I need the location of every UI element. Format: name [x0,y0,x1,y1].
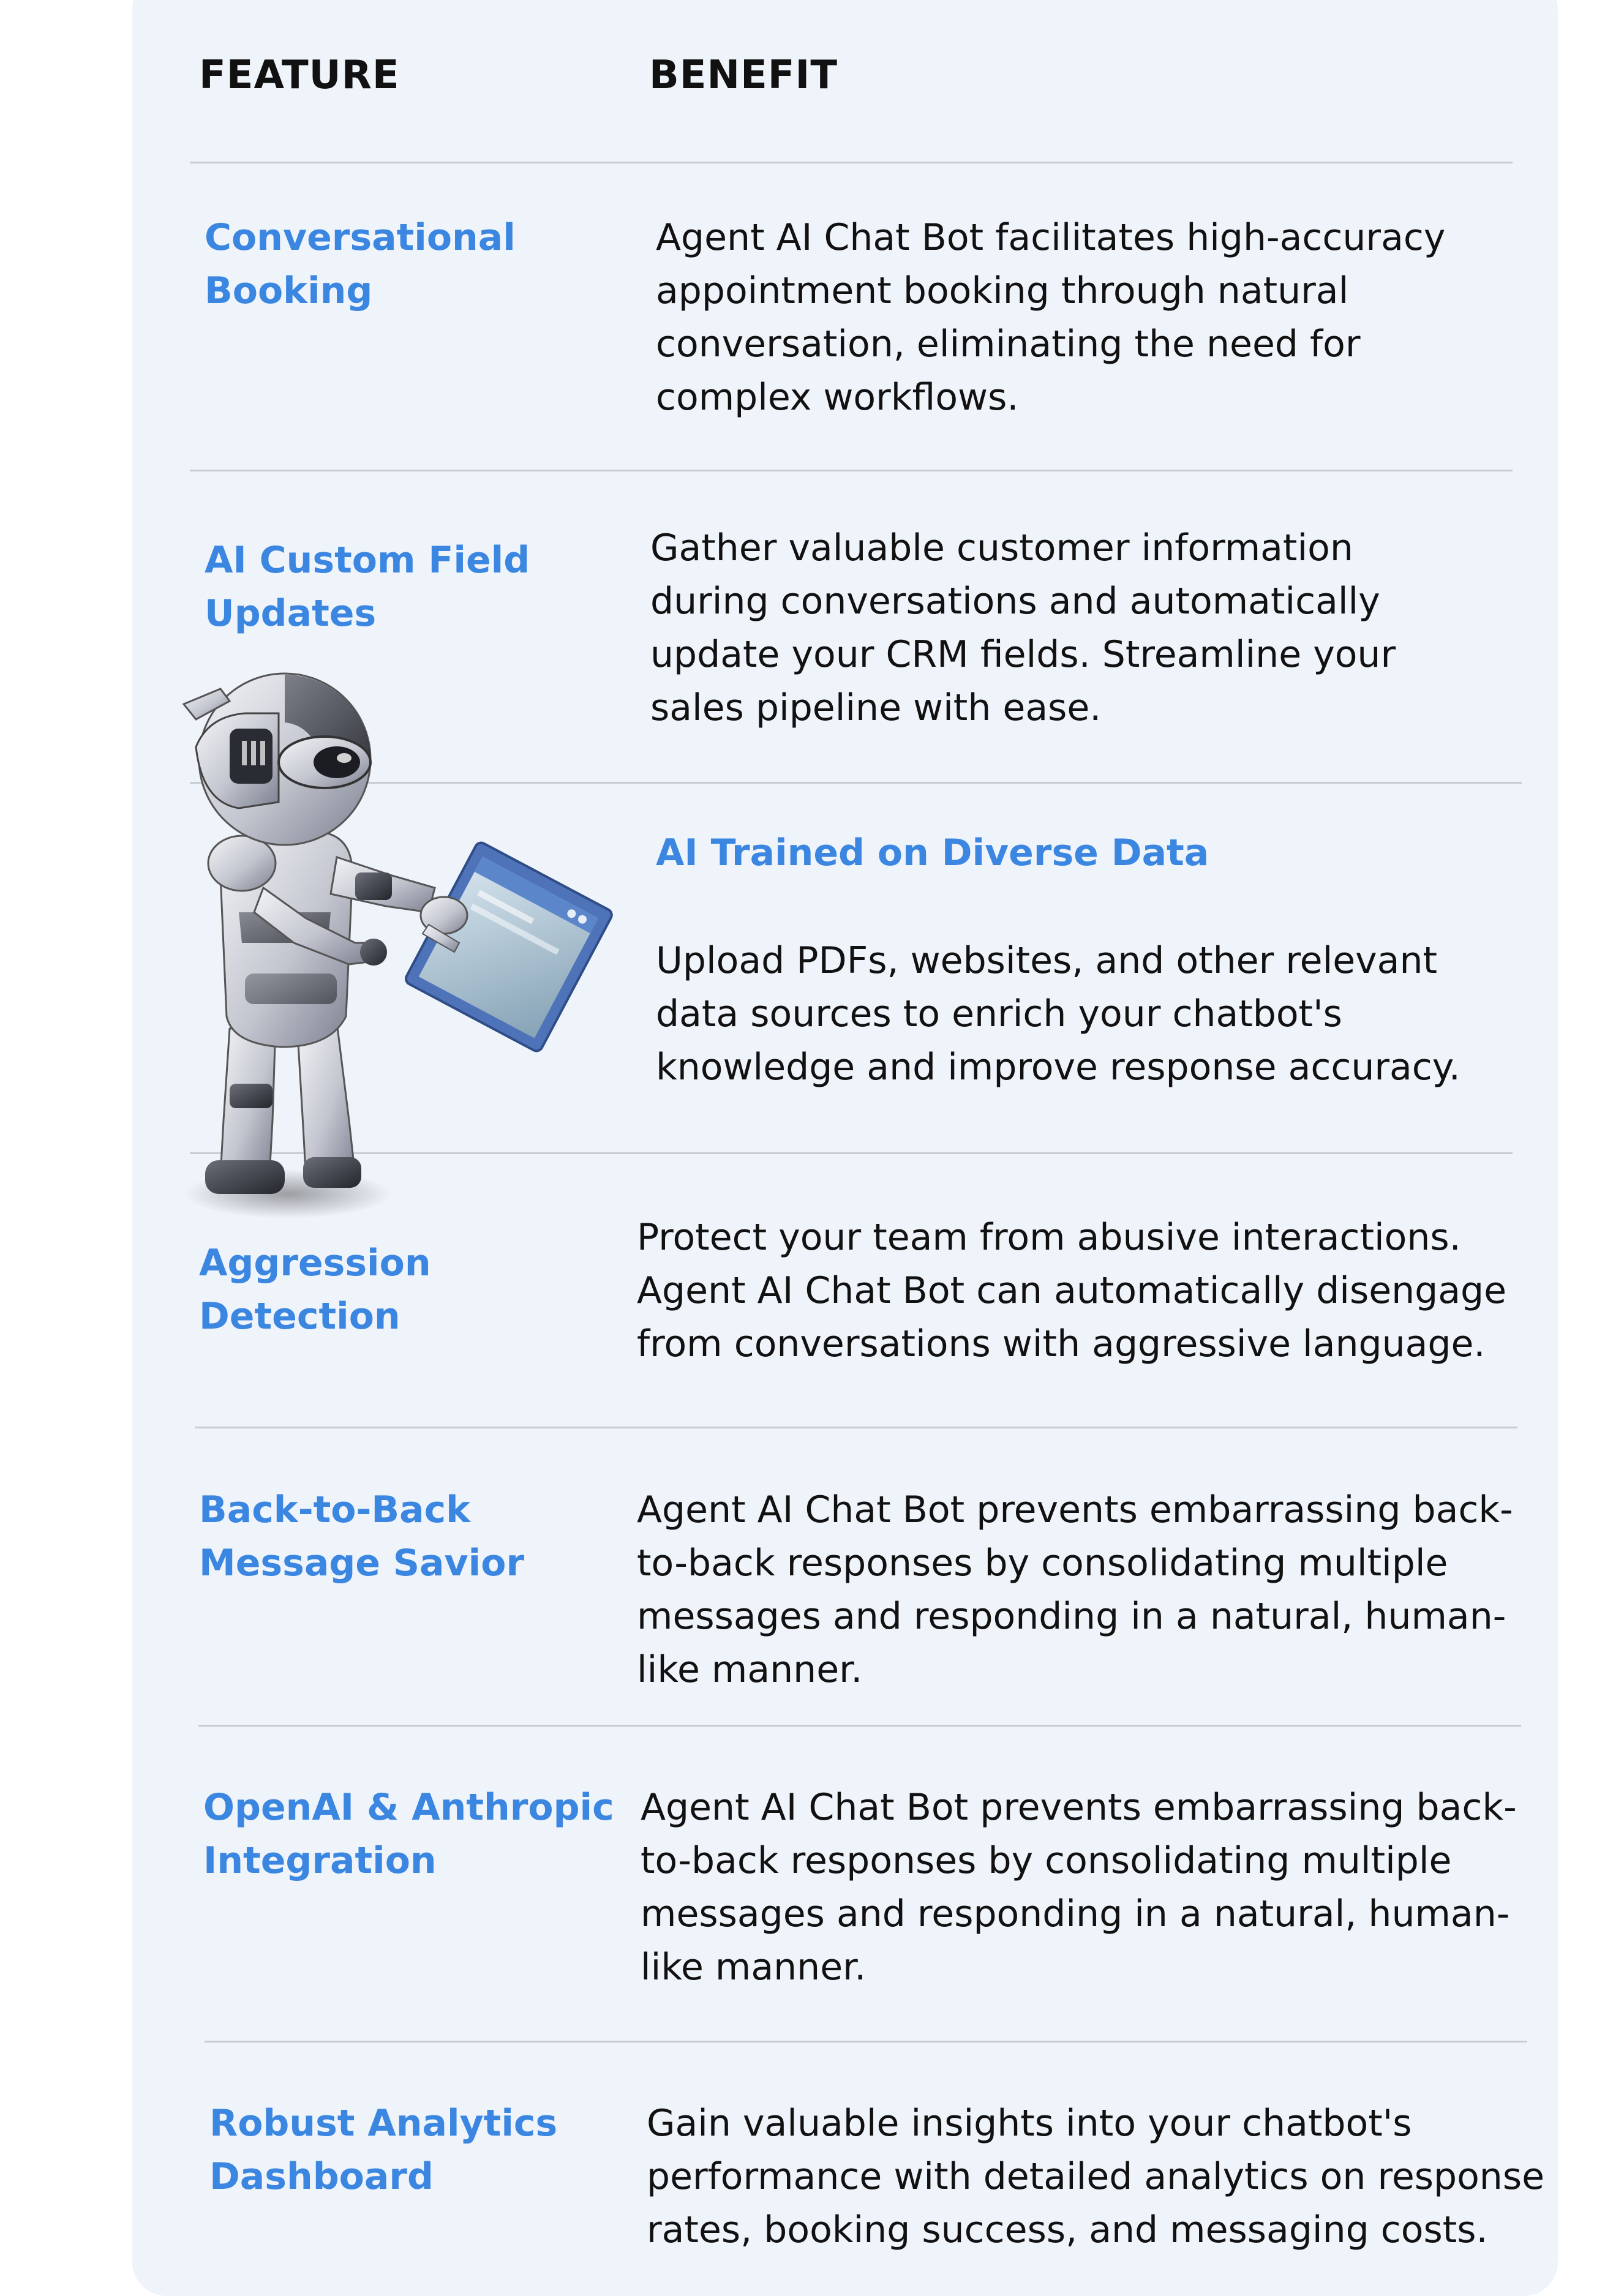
robot-with-tablet-icon [171,655,643,1225]
benefit-aggression-detection: Protect your team from abusive interactions. Agent AI Chat Bot can automatically disengage from conversations with aggressive language. [637,1216,1507,1365]
benefit-column-header: BENEFIT [649,53,838,98]
divider [195,1427,1517,1428]
feature-column-header: FEATURE [199,53,400,98]
feature-openai-anthropic-integration: OpenAI & Anthropic Integration [203,1786,614,1882]
benefit-ai-trained-on-diverse-data: Upload PDFs, websites, and other relevant data sources to enrich your chatbot's knowledge and improve response accuracy. [656,939,1460,1089]
divider [190,470,1513,471]
feature-robust-analytics-dashboard: Robust Analytics Dashboard [209,2102,558,2198]
benefit-conversational-booking: Agent AI Chat Bot facilitates high-accuracy appointment booking through natural conversation, eliminating the need for complex workflows. [656,216,1446,419]
benefit-openai-anthropic-integration: Agent AI Chat Bot prevents embarrassing back- to-back responses by consolidating multiple messages and responding in a natural, human- like manner. [641,1786,1517,1989]
feature-aggression-detection: Aggression Detection [199,1242,431,1338]
benefit-robust-analytics-dashboard: Gain valuable insights into your chatbot's performance with detailed analytics on response rates, booking success, and messaging costs. [647,2102,1544,2251]
feature-ai-custom-field-updates: AI Custom Field Updates [205,539,530,635]
benefit-back-to-back-message-savior: Agent AI Chat Bot prevents embarrassing back- to-back responses by consolidating multiple messages and responding in a natural, human- like manner. [637,1488,1513,1691]
benefit-ai-custom-field-updates: Gather valuable customer information during conversations and automatically update your CRM fields. Streamline your sales pipeline with ease. [650,527,1396,729]
divider [205,2041,1527,2043]
feature-back-to-back-message-savior: Back-to-Back Message Savior [199,1488,525,1585]
divider [198,1725,1521,1727]
feature-conversational-booking: Conversational Booking [205,216,516,312]
feature-ai-trained-on-diverse-data: AI Trained on Diverse Data [656,831,1209,874]
divider [190,162,1513,163]
